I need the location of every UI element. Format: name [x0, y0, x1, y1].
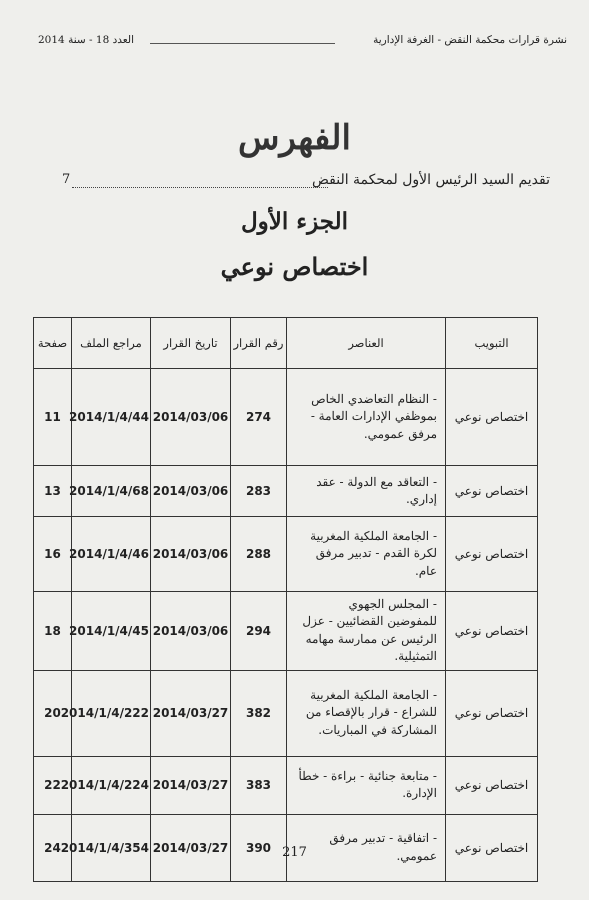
table-header-row [34, 318, 538, 369]
cell-page: 18 [34, 592, 72, 671]
cell-page: 16 [34, 517, 72, 592]
intro-text: تقديم السيد الرئيس الأول لمحكمة النقض [311, 172, 550, 188]
cell-decision-number: 294 [231, 592, 287, 671]
header-rule [150, 43, 335, 44]
cell-classification: اختصاص نوعي [446, 517, 538, 592]
cell-classification: اختصاص نوعي [446, 466, 538, 517]
cell-page: 24 [34, 814, 72, 881]
cell-elements: - المجلس الجهوي للمفوضين القضائيين - عزل الرئيس عن ممارسة مهامه التمثيلية. [287, 592, 446, 671]
table-row [34, 756, 538, 814]
cell-file-ref: 2014/1/4/222 [72, 670, 151, 756]
cell-classification: اختصاص نوعي [446, 670, 538, 756]
cell-elements: - متابعة جنائية - براءة - خطأ الإدارة. [287, 756, 446, 814]
cell-elements: - التعاقد مع الدولة - عقد إداري. [287, 466, 446, 517]
table-row [34, 517, 538, 592]
cell-classification: اختصاص نوعي [446, 814, 538, 881]
cell-decision-date: 2014/03/27 [151, 756, 231, 814]
header-page: صفحة [34, 318, 72, 369]
cell-classification: اختصاص نوعي [446, 592, 538, 671]
running-header [38, 34, 567, 50]
cell-decision-date: 2014/03/27 [151, 670, 231, 756]
header-file-ref: مراجع الملف [72, 318, 151, 369]
cell-file-ref: 2014/1/4/68 [72, 466, 151, 517]
table-row [34, 670, 538, 756]
index-table [33, 317, 538, 882]
cell-decision-number: 274 [231, 369, 287, 466]
cell-classification: اختصاص نوعي [446, 756, 538, 814]
cell-elements: - اتفاقية - تدبير مرفق عمومي. [287, 814, 446, 881]
cell-elements: - الجامعة الملكية المغربية لكرة القدم - تدبير مرفق عام. [287, 517, 446, 592]
cell-elements: - الجامعة الملكية المغربية للشراع - قرار بالإقصاء من المشاركة في المباريات. [287, 670, 446, 756]
cell-file-ref: 2014/1/4/44 [72, 369, 151, 466]
cell-decision-date: 2014/03/06 [151, 517, 231, 592]
cell-decision-number: 288 [231, 517, 287, 592]
header-publication: نشرة قرارات محكمة النقض - الغرفة الإدارية [373, 34, 567, 46]
cell-file-ref: 2014/1/4/45 [72, 592, 151, 671]
table-row [34, 369, 538, 466]
header-classification: التبويب [446, 318, 538, 369]
table-row [34, 592, 538, 671]
cell-decision-date: 2014/03/06 [151, 592, 231, 671]
header-issue: العدد 18 - سنة 2014 [38, 34, 134, 46]
cell-file-ref: 2014/1/4/354 [72, 814, 151, 881]
section-heading: اختصاص نوعي [220, 252, 369, 281]
cell-page: 11 [34, 369, 72, 466]
cell-decision-number: 382 [231, 670, 287, 756]
cell-decision-date: 2014/03/06 [151, 369, 231, 466]
intro-entry [30, 172, 550, 194]
cell-elements: - النظام التعاضدي الخاص بموظفي الإدارات العامة - مرفق عمومي. [287, 369, 446, 466]
cell-file-ref: 2014/1/4/46 [72, 517, 151, 592]
header-decision-date: تاريخ القرار [151, 318, 231, 369]
cell-classification: اختصاص نوعي [446, 369, 538, 466]
table-row [34, 466, 538, 517]
header-elements: العناصر [287, 318, 446, 369]
cell-page: 13 [34, 466, 72, 517]
header-decision-number: رقم القرار [231, 318, 287, 369]
cell-page: 22 [34, 756, 72, 814]
cell-decision-date: 2014/03/27 [151, 814, 231, 881]
intro-page: 7 [62, 172, 71, 187]
cell-decision-date: 2014/03/06 [151, 466, 231, 517]
cell-decision-number: 390 [231, 814, 287, 881]
cell-decision-number: 383 [231, 756, 287, 814]
part-heading: الجزء الأول [240, 208, 349, 235]
cell-decision-number: 283 [231, 466, 287, 517]
cell-page: 20 [34, 670, 72, 756]
page-title: الفهرس [238, 118, 351, 158]
dot-leader [72, 187, 328, 188]
page-number: 217 [282, 845, 307, 860]
cell-file-ref: 2014/1/4/224 [72, 756, 151, 814]
